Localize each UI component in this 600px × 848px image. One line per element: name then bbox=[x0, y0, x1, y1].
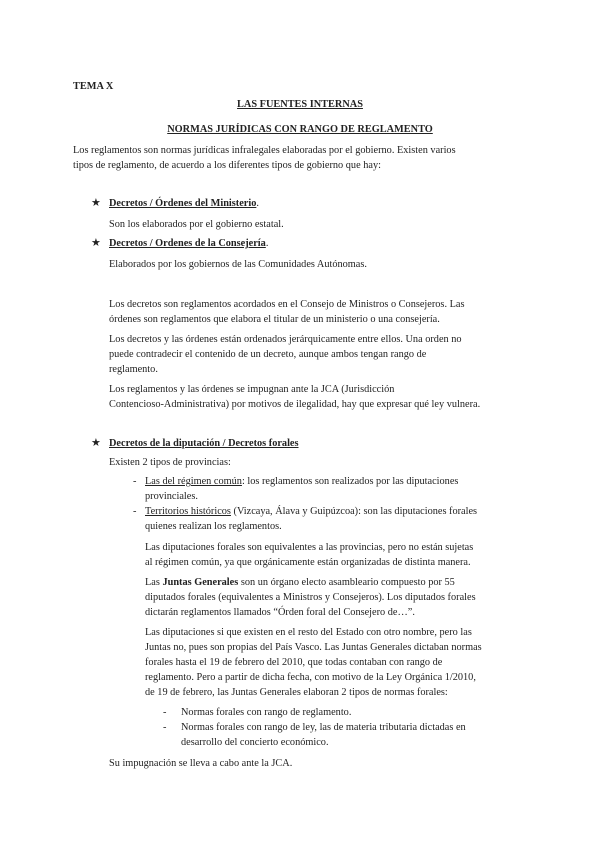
star-bullet-icon: ★ bbox=[91, 437, 101, 449]
star-bullet-icon: ★ bbox=[91, 197, 101, 209]
forales-para2-line3: dictarán reglamentos llamados “Órden foral del Consejero de…”. bbox=[145, 607, 415, 618]
province-type-comun: Las del régimen común: los reglamentos son realizados por las diputaciones bbox=[145, 476, 459, 487]
forales-para3-line3: forales hasta el 19 de febrero del 2010, que todas contaban con rango de bbox=[145, 657, 443, 668]
title-fuentes-internas: LAS FUENTES INTERNAS bbox=[237, 99, 363, 110]
dash-bullet: - bbox=[133, 476, 137, 487]
para2-line3: reglamento. bbox=[109, 364, 158, 375]
norma-foral-ley-line1: Normas forales con rango de ley, las de materia tributaria dictadas en bbox=[181, 722, 466, 733]
forales-para3-line5: de 19 de febrero, las Juntas Generales elaboran 2 tipos de normas forales: bbox=[145, 687, 448, 698]
forales-para3-line1: Las diputaciones si que existen en el resto del Estado con otro nombre, pero las bbox=[145, 627, 472, 638]
forales-para1-line2: al régimen común, ya que orgánicamente están organizadas de distinta manera. bbox=[145, 557, 471, 568]
star-bullet-icon: ★ bbox=[91, 237, 101, 249]
forales-para2-line2: diputados forales (equivalentes a Ministros y Consejeros). Los diputados forales bbox=[145, 592, 476, 603]
para2-line2: puede contradecir el contenido de un decreto, aunque ambos tengan rango de bbox=[109, 349, 427, 360]
closing-line: Su impugnación se lleva a cabo ante la JCA. bbox=[109, 758, 293, 769]
forales-para3-line2: Juntas no, pues son propias del País Vasco. Las Juntas Generales dictaban normas bbox=[145, 642, 482, 653]
bullet-text-ministerio: Son los elaborados por el gobierno estatal. bbox=[109, 219, 284, 230]
bullet-text-consejeria: Elaborados por los gobiernos de las Comunidades Autónomas. bbox=[109, 259, 367, 270]
bullet-heading-consejeria: Decretos / Ordenes de la Consejería. bbox=[109, 238, 269, 249]
province-type-comun-line2: provinciales. bbox=[145, 491, 198, 502]
intro-line-1: Los reglamentos son normas jurídicas infralegales elaboradas por el gobierno. Existen varios bbox=[73, 145, 456, 156]
dash-bullet: - bbox=[133, 506, 137, 517]
para1-line1: Los decretos son reglamentos acordados en el Consejo de Ministros o Consejeros. Las bbox=[109, 299, 465, 310]
para3-line1: Los reglamentos y las órdenes se impugnan ante la JCA (Jurisdicción bbox=[109, 384, 395, 395]
bullet-heading-forales: Decretos de la diputación / Decretos forales bbox=[109, 438, 299, 449]
intro-line-2: tipos de reglamento, de acuerdo a los diferentes tipos de gobierno que hay: bbox=[73, 160, 381, 171]
dash-bullet: - bbox=[163, 722, 167, 733]
para3-line2: Contencioso-Administrativa) por motivos de ilegalidad, hay que expresar qué ley vulnera. bbox=[109, 399, 481, 410]
bullet-text-forales: Existen 2 tipos de provincias: bbox=[109, 457, 231, 468]
forales-para2-line1: Las Juntas Generales son un órgano electo asambleario compuesto por 55 bbox=[145, 577, 455, 588]
norma-foral-reglamento: Normas forales con rango de reglamento. bbox=[181, 707, 352, 718]
title-normas-juridicas: NORMAS JURÍDICAS CON RANGO DE REGLAMENTO bbox=[167, 124, 433, 135]
forales-para3-line4: reglamento. Pero a partir de dicha fecha, con motivo de la Ley Orgánica 1/2010, bbox=[145, 672, 476, 683]
dash-bullet: - bbox=[163, 707, 167, 718]
province-type-historicos-line2: quienes realizan los reglamentos. bbox=[145, 521, 282, 532]
forales-para1-line1: Las diputaciones forales son equivalentes a las provincias, pero no están sujetas bbox=[145, 542, 474, 553]
tema-label: TEMA X bbox=[73, 81, 114, 92]
norma-foral-ley-line2: desarrollo del concierto económico. bbox=[181, 737, 329, 748]
bullet-heading-ministerio: Decretos / Órdenes del Ministerio. bbox=[109, 198, 259, 209]
para2-line1: Los decretos y las órdenes están ordenados jerárquicamente entre ellos. Una orden no bbox=[109, 334, 462, 345]
para1-line2: órdenes son reglamentos que elabora el titular de un ministerio o una consejería. bbox=[109, 314, 440, 325]
province-type-historicos: Territorios históricos (Vizcaya, Álava y Guipúzcoa): son las diputaciones forales bbox=[145, 506, 478, 517]
